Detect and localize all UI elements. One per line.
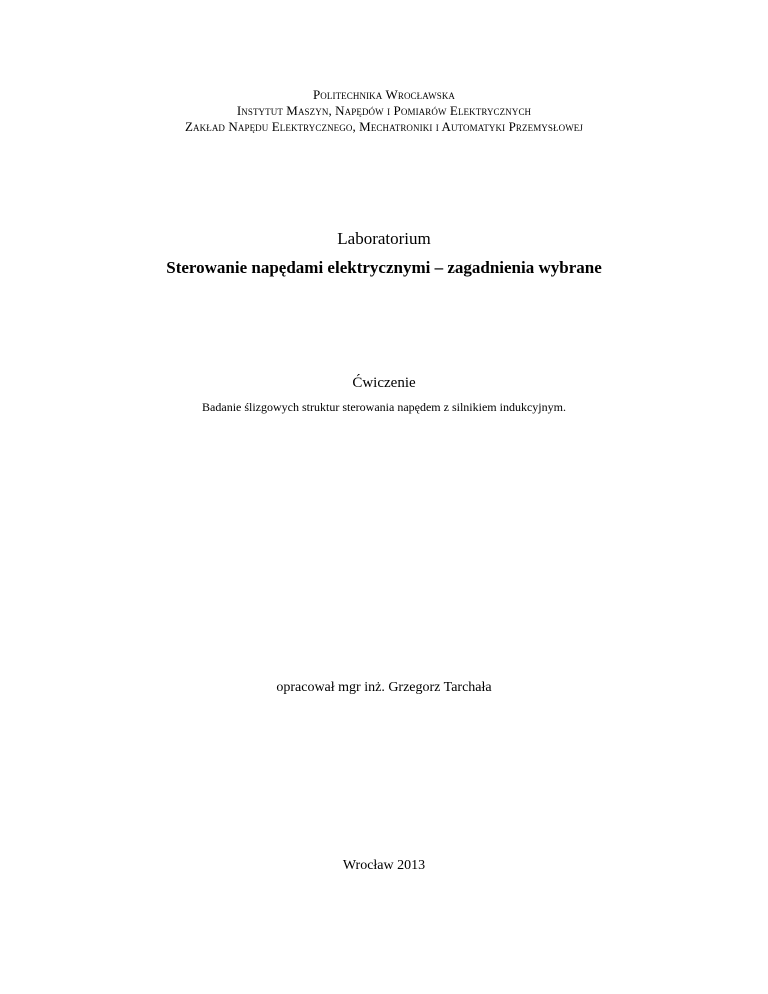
exercise-label: Ćwiczenie bbox=[352, 375, 416, 391]
author-credit: opracował mgr inż. Grzegorz Tarchała bbox=[276, 680, 492, 695]
exercise-title: Badanie ślizgowych struktur sterowania napędem z silnikiem indukcyjnym. bbox=[202, 400, 566, 414]
document-type-label: Laboratorium bbox=[337, 229, 431, 248]
university-name: Politechnika Wrocławska bbox=[312, 87, 456, 102]
place-and-year: Wrocław 2013 bbox=[342, 858, 426, 873]
department-name: Zakład Napędu Elektrycznego, Mechatroniki i Automatyki Przemysłowej bbox=[185, 119, 583, 134]
course-title: Sterowanie napędami elektrycznymi – zagadnienia wybrane bbox=[166, 258, 602, 277]
institute-name: Instytut Maszyn, Napędów i Pomiarów Elektrycznych bbox=[236, 103, 532, 118]
